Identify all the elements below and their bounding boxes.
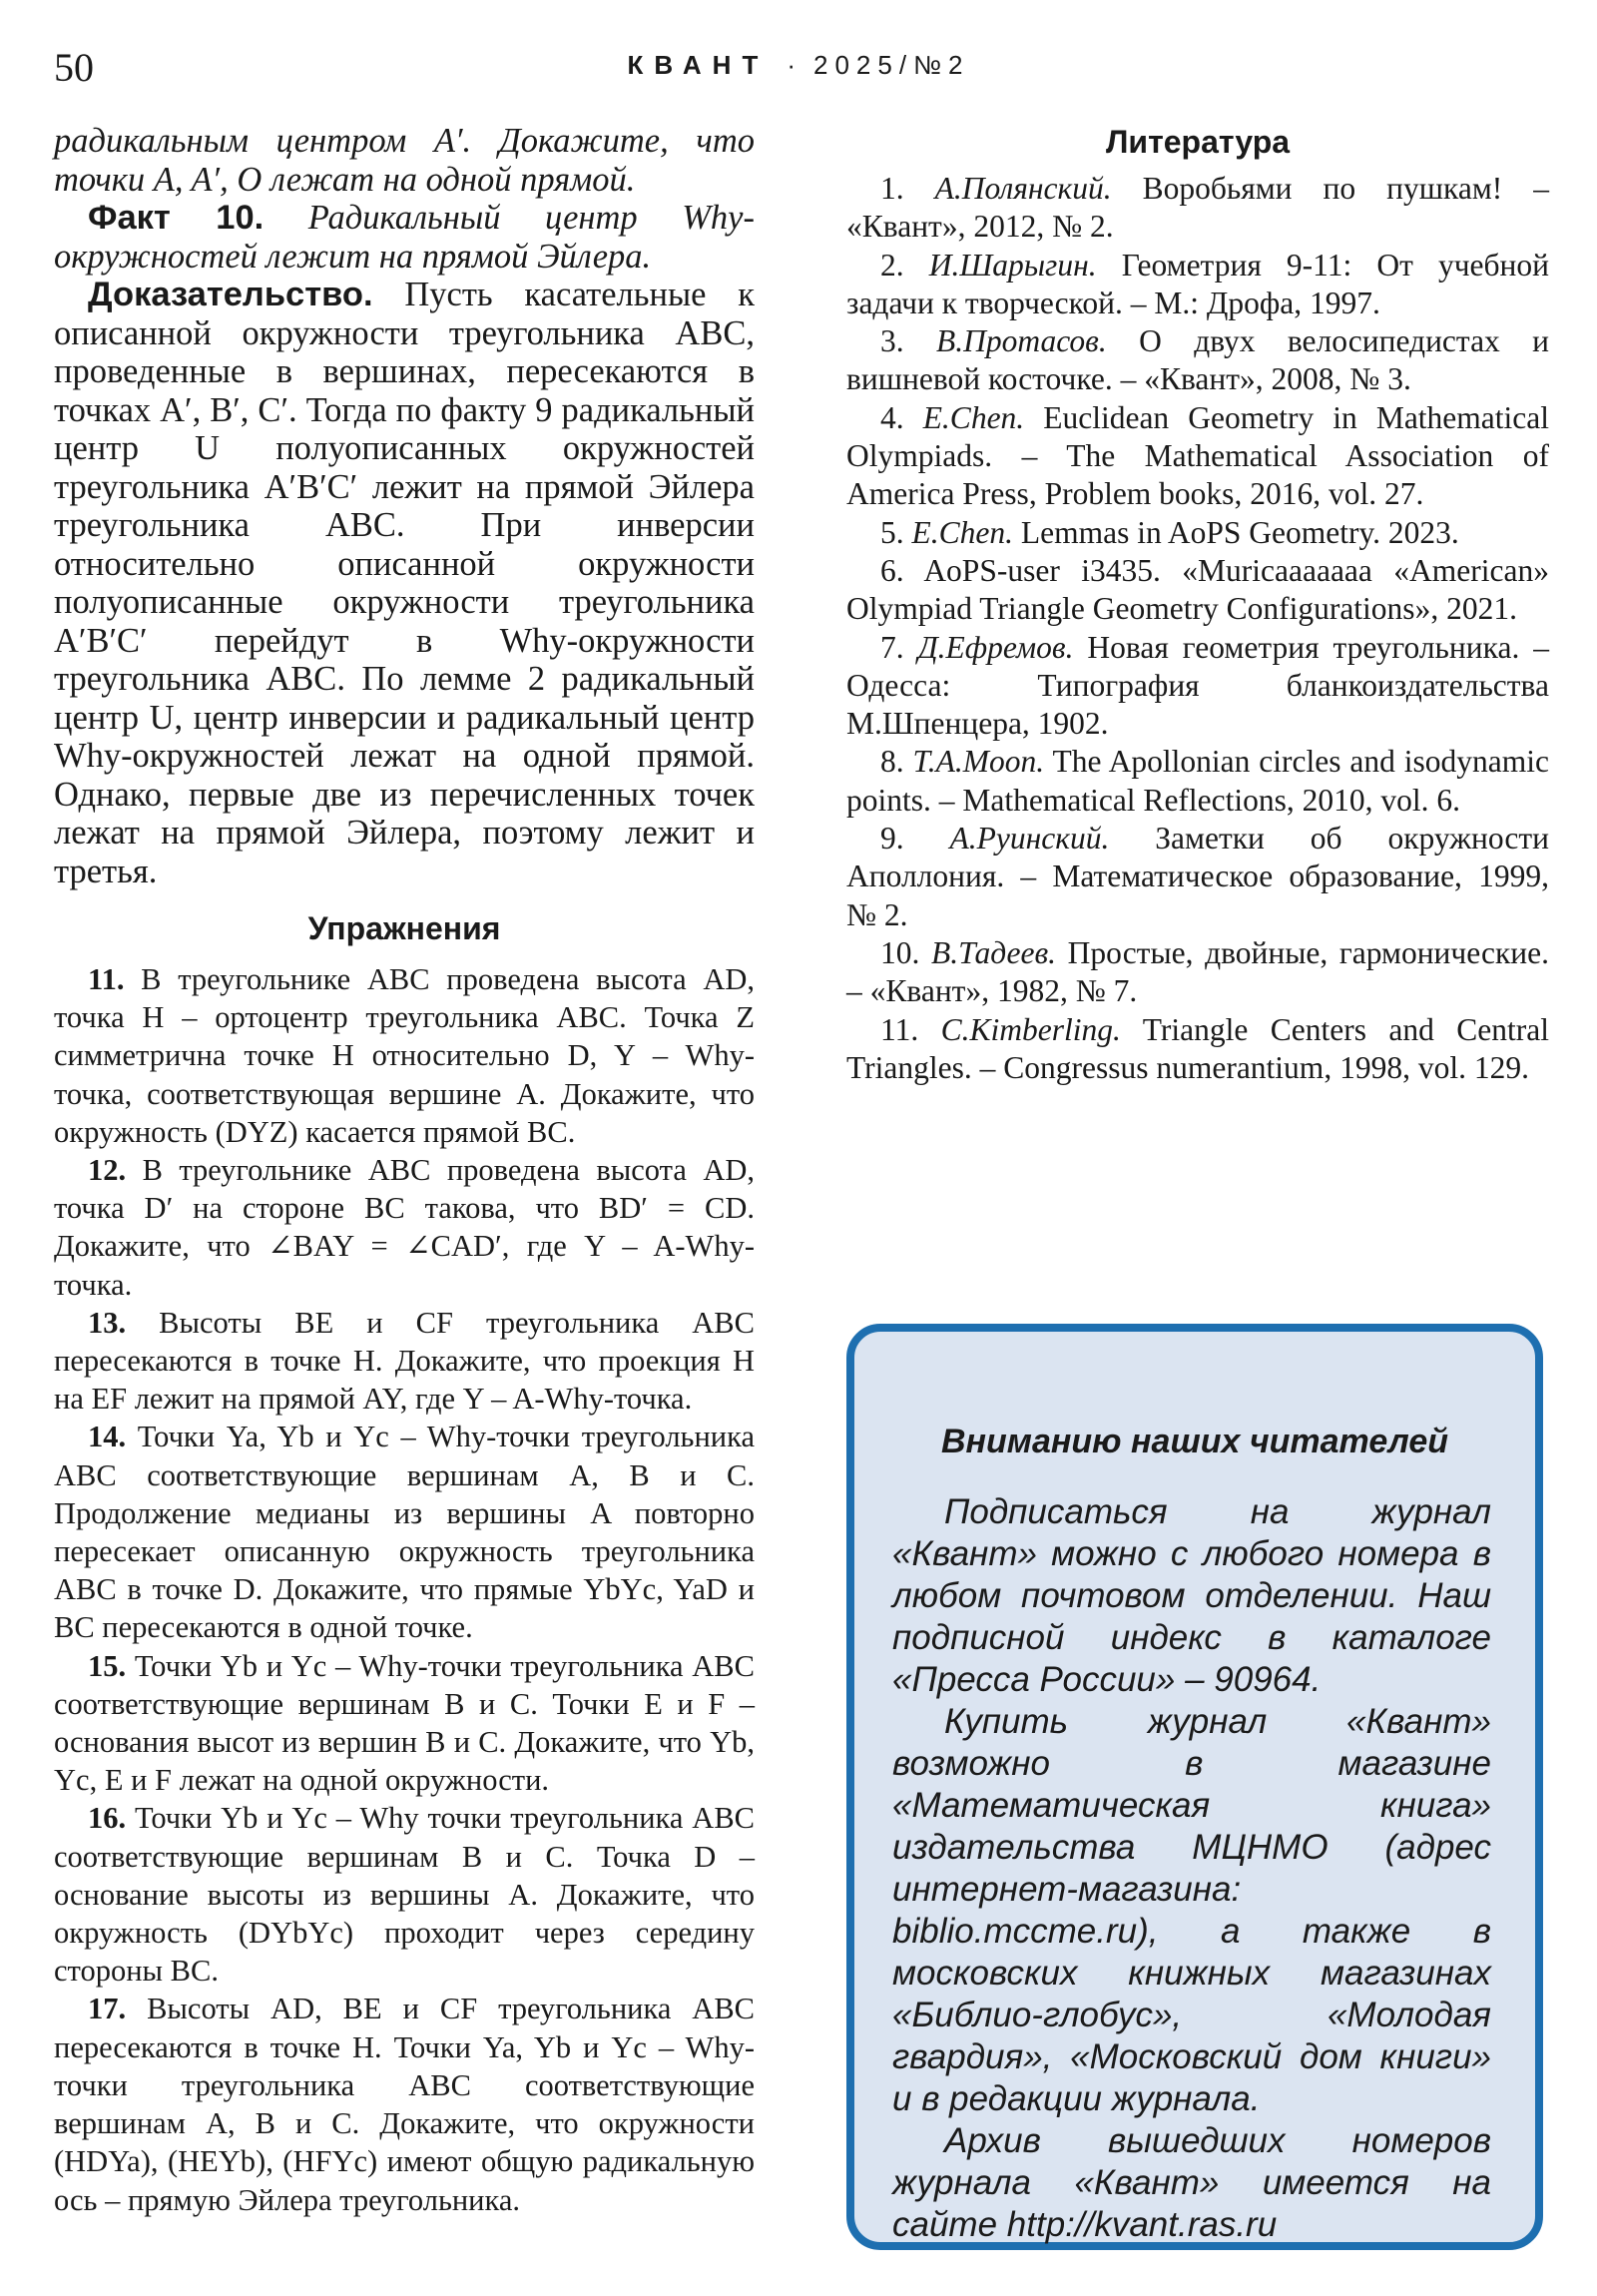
reference-text: AoPS-user i3435. «Muricaaaaaaa «American» Olympiad Triangle Geometry Configurations», 2021. xyxy=(846,552,1549,627)
reference-item xyxy=(846,552,1549,629)
reference-text: Простые, двойные, гармонические. – «Квант», 1982, № 7. xyxy=(846,934,1550,1009)
exercises-title: Упражнения xyxy=(307,910,501,946)
reference-text: Геометрия 9-11: От учебной задачи к творческой. – М.: Дрофа, 1997. xyxy=(846,247,1550,320)
reference-author: В.Тадеев. xyxy=(930,934,1057,970)
exercise-number: 15. xyxy=(88,1648,127,1683)
literature-title: Литература xyxy=(1105,124,1291,160)
exercise-text: Точки Yb и Yc – Why точки треугольника ABC соответствующие вершинам B и C. Точка D – основание высоты из вершины A. Докажите, что окружность (DYbYc) проходит через середину стороны BC. xyxy=(54,1801,755,1989)
reference-item xyxy=(846,820,1549,934)
fact-10 xyxy=(54,199,755,276)
reference-author: И.Шарыгин. xyxy=(928,247,1097,283)
exercise-text: Высоты BE и CF треугольника ABC пересекаются в точке H. Докажите, что проекция H на EF лежит на прямой AY, где Y – A-Why-точка. xyxy=(54,1305,755,1417)
reference-text: Воробьями по пушкам! – «Квант», 2012, № 2. xyxy=(846,171,1550,245)
references-list xyxy=(846,170,1549,1087)
exercise-number: 14. xyxy=(88,1420,127,1454)
proof-paragraph xyxy=(54,276,755,890)
reference-number: 7. xyxy=(880,629,904,665)
notice-paragraph: Купить журнал «Квант» возможно в магазине «Математическая книга» издательства МЦНМО (адрес интернет-магазина: biblio.mccme.ru), а также в московских книжных магазинах «Библио-глобус», «Молодая гвардия», «Московский дом книги» и в редакции журнала. xyxy=(892,1702,1491,2118)
exercise-item xyxy=(54,960,755,1151)
left-column xyxy=(54,122,755,2219)
reference-text: Новая геометрия треугольника. – Одесса: Типография бланкоиздательства М.Шпенцера, 1902. xyxy=(846,629,1550,742)
reference-author: А.Полянский. xyxy=(934,171,1112,206)
reference-text: О двух велосипедистах и вишневой косточке. – «Квант», 2008, № 3. xyxy=(846,323,1550,397)
reference-author: Д.Ефремов. xyxy=(917,629,1074,665)
reference-number: 4. xyxy=(880,399,904,435)
reference-item xyxy=(846,934,1549,1011)
fact-text: Радикальный центр Why-окружностей лежит на прямой Эйлера. xyxy=(54,199,755,276)
exercise-item xyxy=(54,1799,755,1990)
notice-title: Вниманию наших читателей xyxy=(940,1423,1449,1460)
reference-number: 2. xyxy=(880,247,904,283)
reference-text: The Apollonian circles and isodynamic points. – Mathematical Reflections, 2010, vol. 6. xyxy=(846,744,1550,818)
notice-paragraph: Подписаться на журнал «Квант» можно с любого номера в любом почтовом отделении. Наш подписной индекс в каталоге «Пресса России» – 90964. xyxy=(892,1492,1491,1699)
reference-number: 5. xyxy=(880,514,904,550)
running-head xyxy=(0,50,1597,80)
reference-item xyxy=(846,743,1549,820)
exercise-text: Высоты AD, BE и CF треугольника ABC пересекаются в точке H. Точки Ya, Yb и Yc – Why-точки треугольника ABC соответствующие вершинам A, B и C. Докажите, что окружности (HDYa), (HEYb), (HFYc) имеют общую радикальную ось – прямую Эйлера треугольника. xyxy=(54,1992,756,2217)
reference-item xyxy=(846,399,1549,514)
exercise-text: Точки Yb и Yc – Why-точки треугольника ABC соответствующие вершинам B и C. Точки E и F – основания высот из вершин B и C. Докажите, что Yb, Yc, E и F лежат на одной окружности. xyxy=(54,1648,755,1798)
readers-notice-box xyxy=(846,1324,1543,2250)
reference-author: А.Руинский. xyxy=(949,821,1110,857)
intro-paragraph: радикальным центром A′. Докажите, что точки A, A′, O лежат на одной прямой. xyxy=(54,122,755,199)
reference-text: Euclidean Geometry in Mathematical Olympiads. – The Mathematical Association of America Press, Problem books, 2016, vol. 27. xyxy=(846,399,1549,512)
fact-heading: Факт 10. xyxy=(88,199,265,237)
reference-number: 8. xyxy=(880,744,904,780)
issue-number: 2025/№2 xyxy=(813,50,970,80)
exercise-item xyxy=(54,1304,755,1419)
header-separator: · xyxy=(787,50,797,80)
exercise-text: Точки Ya, Yb и Yc – Why-точки треугольника ABC соответствующие вершинам A, B и C. Продолжение медианы из вершины A повторно пересекает описанную окружность треугольника ABC в точке D. Докажите, что прямые YbYc, YaD и BC пересекаются в одной точке. xyxy=(54,1420,756,1645)
notice-body xyxy=(892,1491,1491,2246)
reference-number: 1. xyxy=(880,171,904,206)
notice-paragraph: Архив вышедших номеров журнала «Квант» имеется на сайте http://kvant.ras.ru xyxy=(892,2121,1491,2244)
reference-text: Lemmas in AoPS Geometry. 2023. xyxy=(1020,514,1459,550)
exercise-number: 17. xyxy=(88,1992,127,2026)
exercise-item xyxy=(54,1990,755,2218)
magazine-name: КВАНТ xyxy=(627,50,770,80)
exercise-text: В треугольнике ABC проведена высота AD, точка H – ортоцентр треугольника ABC. Точка Z симметрична точке H относительно D, Y – Why-точка, соответствующая вершине A. Докажите, что окружность (DYZ) касается прямой BC. xyxy=(54,962,756,1149)
reference-author: C.Kimberling. xyxy=(940,1011,1121,1047)
reference-item xyxy=(846,170,1549,247)
reference-number: 10. xyxy=(880,934,920,970)
page-number: 50 xyxy=(54,45,94,90)
proof-text: Пусть касательные к описанной окружности треугольника ABC, проведенные в вершинах, пересекаются в точках A′, B′, C′. Тогда по факту 9 радикальный центр U полуописанных окружностей треугольника A′B′C′ лежит на прямой Эйлера треугольника ABC. При инверсии относительно описанной окружности полуописанные окружности треугольника A′B′C′ перейдут в Why-окружности треугольника ABC. xyxy=(54,276,755,698)
proof-heading: Доказательство. xyxy=(88,276,373,313)
reference-author: T.A.Moon. xyxy=(912,744,1045,780)
reference-text: Заметки об окружности Аполлония. – Математическое образование, 1999, № 2. xyxy=(846,821,1549,932)
reference-item xyxy=(846,247,1549,323)
reference-item xyxy=(846,1011,1549,1088)
page-header xyxy=(0,0,1597,120)
reference-item xyxy=(846,514,1549,552)
reference-author: E.Chen. xyxy=(911,514,1013,550)
reference-number: 11. xyxy=(880,1011,919,1047)
exercises-list xyxy=(54,960,755,2219)
exercise-item xyxy=(54,1418,755,1646)
reference-author: В.Протасов. xyxy=(935,323,1107,359)
reference-number: 6. xyxy=(880,552,904,588)
reference-number: 3. xyxy=(880,323,904,359)
proof-text-continued: По лемме 2 радикальный центр U, центр инверсии и радикальный центр Why-окружностей лежат на одной прямой. Однако, первые две из перечисленных точек лежат на прямой Эйлера, поэтому лежит и третья. xyxy=(54,660,756,890)
reference-text: Triangle Centers and Central Triangles. – Congressus numerantium, 1998, vol. 129. xyxy=(846,1011,1549,1085)
exercise-item xyxy=(54,1647,755,1800)
exercise-number: 12. xyxy=(88,1153,127,1188)
reference-item xyxy=(846,322,1549,399)
exercise-number: 13. xyxy=(88,1305,127,1340)
right-column xyxy=(846,122,1549,1087)
reference-author: E.Chen. xyxy=(922,399,1025,435)
reference-number: 9. xyxy=(880,821,904,857)
exercise-text: В треугольнике ABC проведена высота AD, точка D′ на стороне BC такова, что BD′ = CD. Докажите, что ∠BAY = ∠CAD′, где Y – A-Why-точка. xyxy=(54,1153,756,1302)
reference-item xyxy=(846,629,1549,744)
exercise-number: 16. xyxy=(88,1801,127,1836)
exercise-item xyxy=(54,1151,755,1304)
exercise-number: 11. xyxy=(88,962,125,996)
